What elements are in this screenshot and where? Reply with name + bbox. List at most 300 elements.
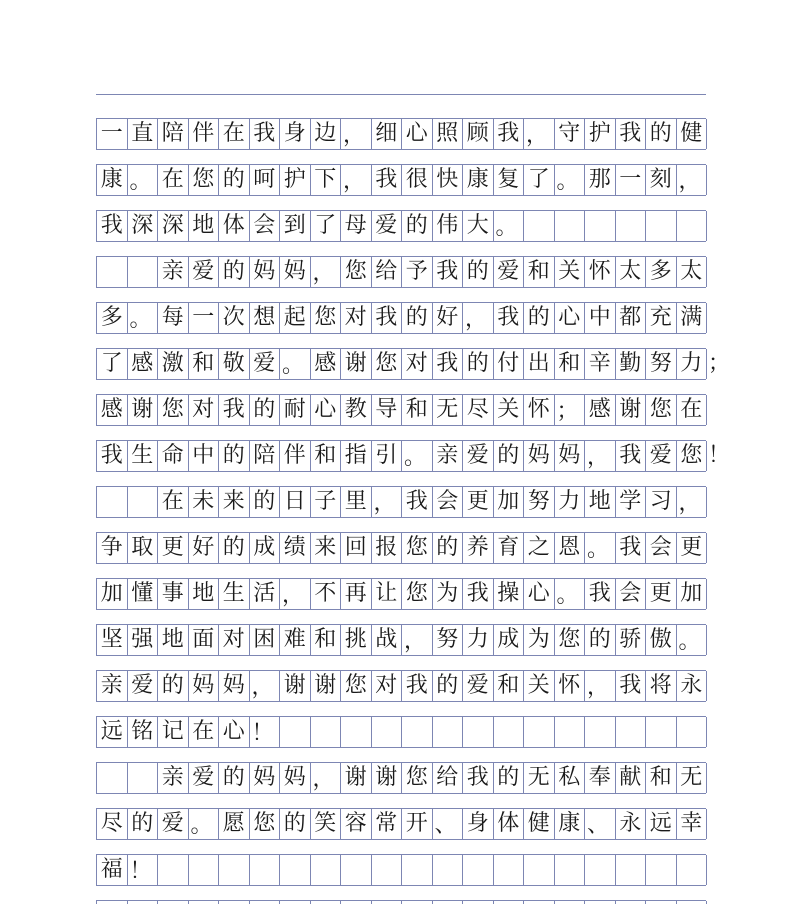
grid-cell: 母 (341, 211, 372, 241)
grid-cell: 一 (189, 303, 220, 333)
grid-cell: 。 (128, 165, 159, 195)
grid-cell: 身 (280, 119, 311, 149)
grid-cell: 、 (433, 809, 464, 839)
grid-cell: 地 (585, 487, 616, 517)
grid-cell: 力 (677, 349, 708, 379)
grid-cell: 的 (433, 671, 464, 701)
grid-row-18 (96, 900, 706, 904)
grid-cell: 多 (646, 257, 677, 287)
grid-cell (97, 487, 128, 517)
grid-cell: 取 (128, 533, 159, 563)
grid-cell: 爱 (494, 257, 525, 287)
grid-cell: 的 (158, 671, 189, 701)
grid-cell: 心 (311, 395, 342, 425)
grid-cell: 育 (494, 533, 525, 563)
grid-cell: 您 (372, 349, 403, 379)
grid-cell: 无 (433, 395, 464, 425)
grid-cell: 。 (494, 211, 525, 241)
grid-row-13 (96, 670, 706, 702)
grid-cell: 怀 (555, 671, 586, 701)
grid-cell (311, 717, 342, 747)
grid-cell: 中 (585, 303, 616, 333)
grid-cell: 对 (341, 303, 372, 333)
grid-cell: 体 (219, 211, 250, 241)
grid-cell: 私 (555, 763, 586, 793)
grid-cell: 守 (555, 119, 586, 149)
grid-cell: ， (677, 165, 708, 195)
grid-cell (585, 717, 616, 747)
grid-cell: 我 (402, 487, 433, 517)
grid-cell: 地 (189, 579, 220, 609)
grid-cell: 我 (402, 671, 433, 701)
grid-cell: 。 (189, 809, 220, 839)
grid-cell: 的 (524, 303, 555, 333)
overflow-punctuation: ！ (708, 443, 731, 468)
grid-row-1 (96, 118, 706, 150)
grid-cell: 给 (433, 763, 464, 793)
grid-cell: 会 (250, 211, 281, 241)
grid-cell: 为 (524, 625, 555, 655)
grid-cell: 挑 (341, 625, 372, 655)
grid-cell: 成 (494, 625, 525, 655)
grid-cell: 笑 (311, 809, 342, 839)
grid-cell: 我 (433, 349, 464, 379)
grid-cell: 妈 (250, 763, 281, 793)
grid-cell: 健 (677, 119, 708, 149)
grid-cell: 。 (402, 441, 433, 471)
grid-cell: 好 (433, 303, 464, 333)
grid-cell: 和 (311, 441, 342, 471)
grid-cell: 我 (372, 165, 403, 195)
grid-cell: 、 (585, 809, 616, 839)
grid-cell (524, 211, 555, 241)
grid-cell: 心 (555, 303, 586, 333)
grid-cell (189, 855, 220, 885)
grid-cell: 边 (311, 119, 342, 149)
grid-cell: 无 (677, 763, 708, 793)
grid-row-15 (96, 762, 706, 794)
grid-cell: 献 (616, 763, 647, 793)
grid-cell: 心 (402, 119, 433, 149)
grid-cell: 深 (158, 211, 189, 241)
grid-cell: 在 (158, 165, 189, 195)
grid-cell: 您 (158, 395, 189, 425)
grid-cell: 复 (494, 165, 525, 195)
grid-cell: ， (585, 671, 616, 701)
grid-cell (585, 211, 616, 241)
grid-cell: 引 (372, 441, 403, 471)
grid-cell: 恩 (555, 533, 586, 563)
grid-cell: 傲 (646, 625, 677, 655)
grid-cell: ， (311, 257, 342, 287)
grid-cell: 未 (189, 487, 220, 517)
grid-cell: ， (524, 119, 555, 149)
overflow-punctuation: ； (708, 351, 731, 376)
grid-cell: 护 (280, 165, 311, 195)
grid-cell: 感 (585, 395, 616, 425)
grid-cell (616, 855, 647, 885)
grid-cell (433, 717, 464, 747)
grid-cell: 大 (463, 211, 494, 241)
grid-cell: 深 (128, 211, 159, 241)
grid-cell: 事 (158, 579, 189, 609)
grid-cell: 活 (250, 579, 281, 609)
grid-cell (677, 211, 708, 241)
grid-row-14 (96, 716, 706, 748)
grid-cell: 导 (372, 395, 403, 425)
grid-cell: 我 (494, 119, 525, 149)
grid-cell (158, 855, 189, 885)
grid-cell: 努 (433, 625, 464, 655)
grid-row-7 (96, 394, 706, 426)
grid-cell: 勤 (616, 349, 647, 379)
grid-cell: 康 (555, 809, 586, 839)
grid-cell: 远 (97, 717, 128, 747)
grid-cell: 敬 (219, 349, 250, 379)
grid-cell: 里 (341, 487, 372, 517)
grid-cell: 尽 (463, 395, 494, 425)
top-rule-line (96, 94, 706, 95)
grid-cell: 幸 (677, 809, 708, 839)
grid-cell: 我 (616, 441, 647, 471)
grid-cell: 和 (494, 671, 525, 701)
grid-cell (524, 717, 555, 747)
grid-cell: ， (677, 487, 708, 517)
grid-cell: 健 (524, 809, 555, 839)
grid-cell: 争 (97, 533, 128, 563)
grid-cell: ， (585, 441, 616, 471)
grid-cell: 了 (311, 211, 342, 241)
grid-cell: 到 (280, 211, 311, 241)
grid-cell: 的 (128, 809, 159, 839)
grid-cell: 成 (250, 533, 281, 563)
grid-cell: 予 (402, 257, 433, 287)
grid-cell: 您 (341, 671, 372, 701)
grid-cell (616, 211, 647, 241)
grid-row-8 (96, 440, 706, 472)
grid-cell: 陪 (158, 119, 189, 149)
grid-cell: 我 (97, 441, 128, 471)
grid-cell: 常 (372, 809, 403, 839)
grid-cell: 激 (158, 349, 189, 379)
grid-cell: 爱 (463, 441, 494, 471)
grid-cell: 。 (677, 625, 708, 655)
grid-cell (341, 717, 372, 747)
grid-cell: ， (250, 671, 281, 701)
grid-cell: 尽 (97, 809, 128, 839)
grid-cell: 我 (250, 119, 281, 149)
grid-cell (646, 717, 677, 747)
grid-cell: 爱 (189, 763, 220, 793)
grid-cell: 呵 (250, 165, 281, 195)
grid-cell: 您 (646, 395, 677, 425)
grid-cell: 心 (219, 717, 250, 747)
grid-cell (128, 487, 159, 517)
grid-cell: 康 (463, 165, 494, 195)
grid-cell (402, 717, 433, 747)
grid-cell: 的 (219, 257, 250, 287)
grid-cell: 远 (646, 809, 677, 839)
grid-cell: 对 (219, 625, 250, 655)
grid-cell: ！ (128, 855, 159, 885)
grid-cell: 亲 (158, 257, 189, 287)
grid-cell: 我 (585, 579, 616, 609)
grid-cell: 我 (219, 395, 250, 425)
grid-row-5 (96, 302, 706, 334)
grid-cell: 我 (616, 533, 647, 563)
grid-cell: 的 (494, 763, 525, 793)
grid-cell: 陪 (250, 441, 281, 471)
grid-cell: 在 (677, 395, 708, 425)
grid-cell: 辛 (585, 349, 616, 379)
grid-cell: 生 (219, 579, 250, 609)
grid-cell: 中 (189, 441, 220, 471)
grid-cell: 加 (97, 579, 128, 609)
grid-cell (616, 717, 647, 747)
grid-cell: 怀 (585, 257, 616, 287)
grid-cell (524, 855, 555, 885)
grid-cell: 每 (158, 303, 189, 333)
grid-cell: 的 (433, 533, 464, 563)
grid-cell: 伟 (433, 211, 464, 241)
grid-row-10 (96, 532, 706, 564)
grid-cell: 直 (128, 119, 159, 149)
grid-cell: ， (372, 487, 403, 517)
grid-cell: 难 (280, 625, 311, 655)
grid-cell: 谢 (372, 763, 403, 793)
grid-cell: 。 (555, 165, 586, 195)
grid-cell: 地 (189, 211, 220, 241)
grid-cell: 很 (402, 165, 433, 195)
grid-cell: 太 (677, 257, 708, 287)
grid-row-9 (96, 486, 706, 518)
grid-cell: 爱 (158, 809, 189, 839)
grid-cell (372, 855, 403, 885)
grid-cell: 之 (524, 533, 555, 563)
grid-cell: 耐 (280, 395, 311, 425)
grid-cell: 更 (646, 579, 677, 609)
grid-row-3 (96, 210, 706, 242)
grid-cell: 细 (372, 119, 403, 149)
grid-cell: 充 (646, 303, 677, 333)
grid-cell: 您 (189, 165, 220, 195)
grid-cell: ！ (250, 717, 281, 747)
grid-cell: 和 (524, 257, 555, 287)
grid-cell: 我 (463, 763, 494, 793)
grid-cell: 会 (616, 579, 647, 609)
grid-cell: 的 (219, 763, 250, 793)
grid-cell: 永 (616, 809, 647, 839)
grid-cell: 快 (433, 165, 464, 195)
grid-cell: 顾 (463, 119, 494, 149)
grid-cell: 和 (555, 349, 586, 379)
grid-cell: 和 (646, 763, 677, 793)
grid-cell (463, 717, 494, 747)
grid-cell: 再 (341, 579, 372, 609)
grid-cell (463, 855, 494, 885)
grid-cell: 伴 (280, 441, 311, 471)
grid-cell: 起 (280, 303, 311, 333)
grid-cell: 谢 (616, 395, 647, 425)
grid-cell (311, 855, 342, 885)
grid-cell: 亲 (158, 763, 189, 793)
grid-cell: 不 (311, 579, 342, 609)
grid-cell (280, 717, 311, 747)
grid-cell: 地 (158, 625, 189, 655)
grid-cell (341, 855, 372, 885)
grid-cell: 让 (372, 579, 403, 609)
grid-cell: 身 (463, 809, 494, 839)
grid-cell: 回 (341, 533, 372, 563)
grid-row-4 (96, 256, 706, 288)
grid-cell: 为 (433, 579, 464, 609)
grid-cell (97, 763, 128, 793)
grid-cell: 多 (97, 303, 128, 333)
grid-cell (677, 855, 708, 885)
grid-cell: 那 (585, 165, 616, 195)
grid-cell: 太 (616, 257, 647, 287)
grid-cell: 妈 (280, 257, 311, 287)
grid-cell: 愿 (219, 809, 250, 839)
grid-cell: 伴 (189, 119, 220, 149)
grid-cell: 报 (372, 533, 403, 563)
grid-cell: 努 (524, 487, 555, 517)
grid-row-6 (96, 348, 706, 380)
grid-cell (280, 855, 311, 885)
grid-cell: 的 (494, 441, 525, 471)
grid-cell: 会 (433, 487, 464, 517)
grid-cell: 您 (677, 441, 708, 471)
grid-cell: 谢 (341, 349, 372, 379)
grid-cell: 战 (372, 625, 403, 655)
grid-cell: 妈 (189, 671, 220, 701)
grid-cell: 的 (585, 625, 616, 655)
grid-cell: 困 (250, 625, 281, 655)
grid-cell (646, 855, 677, 885)
grid-cell: 爱 (463, 671, 494, 701)
grid-cell: 谢 (341, 763, 372, 793)
grid-cell: 的 (402, 211, 433, 241)
grid-cell: 我 (372, 303, 403, 333)
grid-cell: ， (311, 763, 342, 793)
grid-cell (494, 717, 525, 747)
grid-cell: 亲 (433, 441, 464, 471)
grid-cell: 我 (463, 579, 494, 609)
grid-cell: 怀 (524, 395, 555, 425)
grid-cell: 妈 (280, 763, 311, 793)
grid-cell: 我 (616, 119, 647, 149)
grid-cell: 在 (158, 487, 189, 517)
grid-cell: 关 (494, 395, 525, 425)
grid-cell: 好 (189, 533, 220, 563)
grid-cell: 护 (585, 119, 616, 149)
grid-cell: 和 (311, 625, 342, 655)
grid-cell: 我 (97, 211, 128, 241)
grid-row-17 (96, 854, 706, 886)
grid-cell: 习 (646, 487, 677, 517)
grid-cell: 的 (402, 303, 433, 333)
grid-cell (402, 855, 433, 885)
grid-cell: 爱 (250, 349, 281, 379)
grid-cell: 更 (677, 533, 708, 563)
grid-cell: 想 (250, 303, 281, 333)
grid-cell: 的 (463, 257, 494, 287)
grid-cell: 我 (494, 303, 525, 333)
grid-cell: 铭 (128, 717, 159, 747)
grid-cell: ， (402, 625, 433, 655)
grid-cell: 您 (402, 579, 433, 609)
grid-cell: 的 (463, 349, 494, 379)
grid-cell: 操 (494, 579, 525, 609)
grid-cell: 在 (219, 119, 250, 149)
grid-cell: 我 (433, 257, 464, 287)
grid-cell: 和 (402, 395, 433, 425)
grid-cell (250, 855, 281, 885)
grid-cell: 指 (341, 441, 372, 471)
grid-cell: 亲 (97, 671, 128, 701)
grid-cell: 养 (463, 533, 494, 563)
grid-cell: 的 (250, 487, 281, 517)
grid-cell: 感 (128, 349, 159, 379)
grid-cell: 无 (524, 763, 555, 793)
grid-cell: 爱 (372, 211, 403, 241)
grid-cell (372, 717, 403, 747)
grid-cell: 心 (524, 579, 555, 609)
grid-cell: 都 (616, 303, 647, 333)
grid-cell: 更 (463, 487, 494, 517)
grid-cell: 爱 (128, 671, 159, 701)
grid-cell: 您 (311, 303, 342, 333)
grid-cell (128, 257, 159, 287)
grid-cell: 您 (250, 809, 281, 839)
grid-cell: 的 (219, 441, 250, 471)
grid-cell: 来 (311, 533, 342, 563)
grid-cell: 关 (524, 671, 555, 701)
grid-cell: 对 (189, 395, 220, 425)
grid-cell: 强 (128, 625, 159, 655)
grid-cell: 您 (341, 257, 372, 287)
grid-cell: 给 (372, 257, 403, 287)
grid-cell: 了 (97, 349, 128, 379)
grid-cell: 。 (280, 349, 311, 379)
grid-row-11 (96, 578, 706, 610)
grid-cell: 爱 (189, 257, 220, 287)
grid-cell (219, 855, 250, 885)
grid-cell: 您 (555, 625, 586, 655)
grid-cell (585, 855, 616, 885)
grid-cell: 子 (311, 487, 342, 517)
grid-cell: 感 (311, 349, 342, 379)
grid-cell: 了 (524, 165, 555, 195)
grid-cell (677, 717, 708, 747)
grid-cell: 妈 (250, 257, 281, 287)
grid-cell: 刻 (646, 165, 677, 195)
grid-cell: 学 (616, 487, 647, 517)
grid-cell: 日 (280, 487, 311, 517)
grid-cell: 力 (555, 487, 586, 517)
grid-cell: 来 (219, 487, 250, 517)
grid-cell: 坚 (97, 625, 128, 655)
grid-cell: 妈 (219, 671, 250, 701)
grid-cell: 教 (341, 395, 372, 425)
grid-cell: 您 (402, 533, 433, 563)
grid-cell: 关 (555, 257, 586, 287)
grid-cell: 会 (646, 533, 677, 563)
grid-cell: 在 (189, 717, 220, 747)
grid-cell: 福 (97, 855, 128, 885)
grid-cell: ， (463, 303, 494, 333)
grid-row-2 (96, 164, 706, 196)
